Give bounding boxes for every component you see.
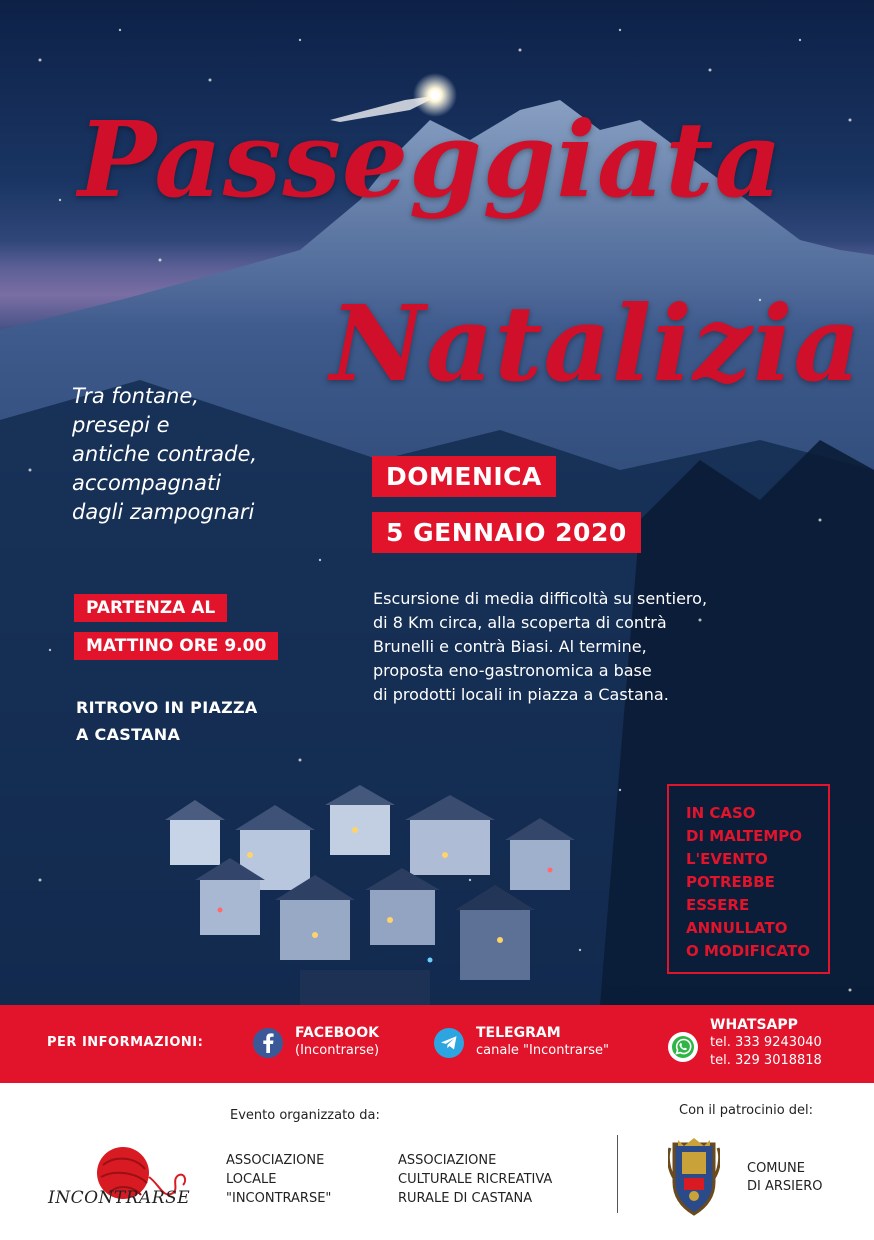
- organizer-line: "INCONTRARSE": [226, 1191, 332, 1206]
- telegram-contact[interactable]: [434, 1024, 609, 1060]
- subtitle-line: antiche contrade,: [72, 442, 258, 466]
- footer: [0, 1083, 874, 1240]
- title-line-1: Passeggiata: [78, 98, 783, 221]
- description-line: Brunelli e contrà Biasi. Al termine,: [373, 637, 647, 656]
- facebook-contact[interactable]: [253, 1024, 379, 1060]
- departure-badge-line-2: MATTINO ORE 9.00: [74, 632, 278, 660]
- telegram-title: TELEGRAM: [476, 1025, 561, 1041]
- telegram-icon: [434, 1028, 464, 1058]
- comune-crest-icon: [668, 1138, 720, 1216]
- subtitle: [72, 382, 352, 527]
- weather-warning-box: [667, 784, 830, 974]
- warning-line: POTREBBE: [686, 873, 775, 891]
- whatsapp-phone-2[interactable]: tel. 329 3018818: [710, 1053, 822, 1068]
- info-label: PER INFORMAZIONI:: [47, 1035, 204, 1050]
- organizer-line: RURALE DI CASTANA: [398, 1191, 533, 1206]
- title-line-2: Natalizia: [330, 282, 862, 405]
- yarn-ball-logo: [45, 1135, 205, 1225]
- comune-arsiero: [747, 1160, 822, 1196]
- description-line: di prodotti locali in piazza a Castana.: [373, 685, 669, 704]
- telegram-channel: canale "Incontrarse": [476, 1043, 609, 1058]
- meeting-line-1: RITROVO IN PIAZZA: [76, 698, 258, 717]
- description-line: proposta eno-gastronomica a base: [373, 661, 652, 680]
- warning-line: O MODIFICATO: [686, 942, 810, 960]
- facebook-title: FACEBOOK: [295, 1025, 379, 1041]
- meeting-line-2: A CASTANA: [76, 725, 181, 744]
- facebook-icon: [253, 1028, 283, 1058]
- warning-line: ESSERE: [686, 896, 750, 914]
- description-line: di 8 Km circa, alla scoperta di contrà: [373, 613, 667, 632]
- departure-badge-line-1: PARTENZA AL: [74, 594, 227, 622]
- description-line: Escursione di media difficoltà su sentiero,: [373, 589, 708, 608]
- patronage-label: Con il patrocinio del:: [679, 1103, 814, 1118]
- whatsapp-title: WHATSAPP: [710, 1017, 798, 1033]
- organizer-castana: [398, 1151, 552, 1208]
- warning-line: ANNULLATO: [686, 919, 788, 937]
- warning-line: DI MALTEMPO: [686, 827, 803, 845]
- organizer-line: ASSOCIAZIONE: [398, 1153, 497, 1168]
- organizer-line: CULTURALE RICREATIVA: [398, 1172, 553, 1187]
- meeting-point: [76, 694, 258, 748]
- warning-line: L'EVENTO: [686, 850, 768, 868]
- event-description: [373, 587, 707, 707]
- organizer-line: ASSOCIAZIONE: [226, 1153, 325, 1168]
- facebook-handle: (Incontrarse): [295, 1043, 380, 1058]
- organizer-line: LOCALE: [226, 1172, 277, 1187]
- subtitle-line: presepi e: [72, 413, 170, 437]
- warning-line: IN CASO: [686, 804, 756, 822]
- whatsapp-phone-1[interactable]: tel. 333 9243040: [710, 1035, 822, 1050]
- date-day-badge: DOMENICA: [372, 456, 556, 497]
- comune-line: DI ARSIERO: [747, 1179, 823, 1194]
- subtitle-line: dagli zampognari: [72, 500, 255, 524]
- whatsapp-contact[interactable]: [668, 1016, 822, 1070]
- incontrarse-logo-text: INCONTRARSE: [48, 1188, 191, 1208]
- comune-line: COMUNE: [747, 1161, 805, 1176]
- footer-divider: [617, 1135, 618, 1213]
- info-bar: [0, 1005, 874, 1083]
- date-full-badge: 5 GENNAIO 2020: [372, 512, 641, 553]
- subtitle-line: accompagnati: [72, 471, 222, 495]
- subtitle-line: Tra fontane,: [72, 384, 199, 408]
- organized-by-label: Evento organizzato da:: [230, 1108, 380, 1123]
- organizer-incontrarse: [226, 1151, 331, 1208]
- whatsapp-icon: [668, 1032, 698, 1062]
